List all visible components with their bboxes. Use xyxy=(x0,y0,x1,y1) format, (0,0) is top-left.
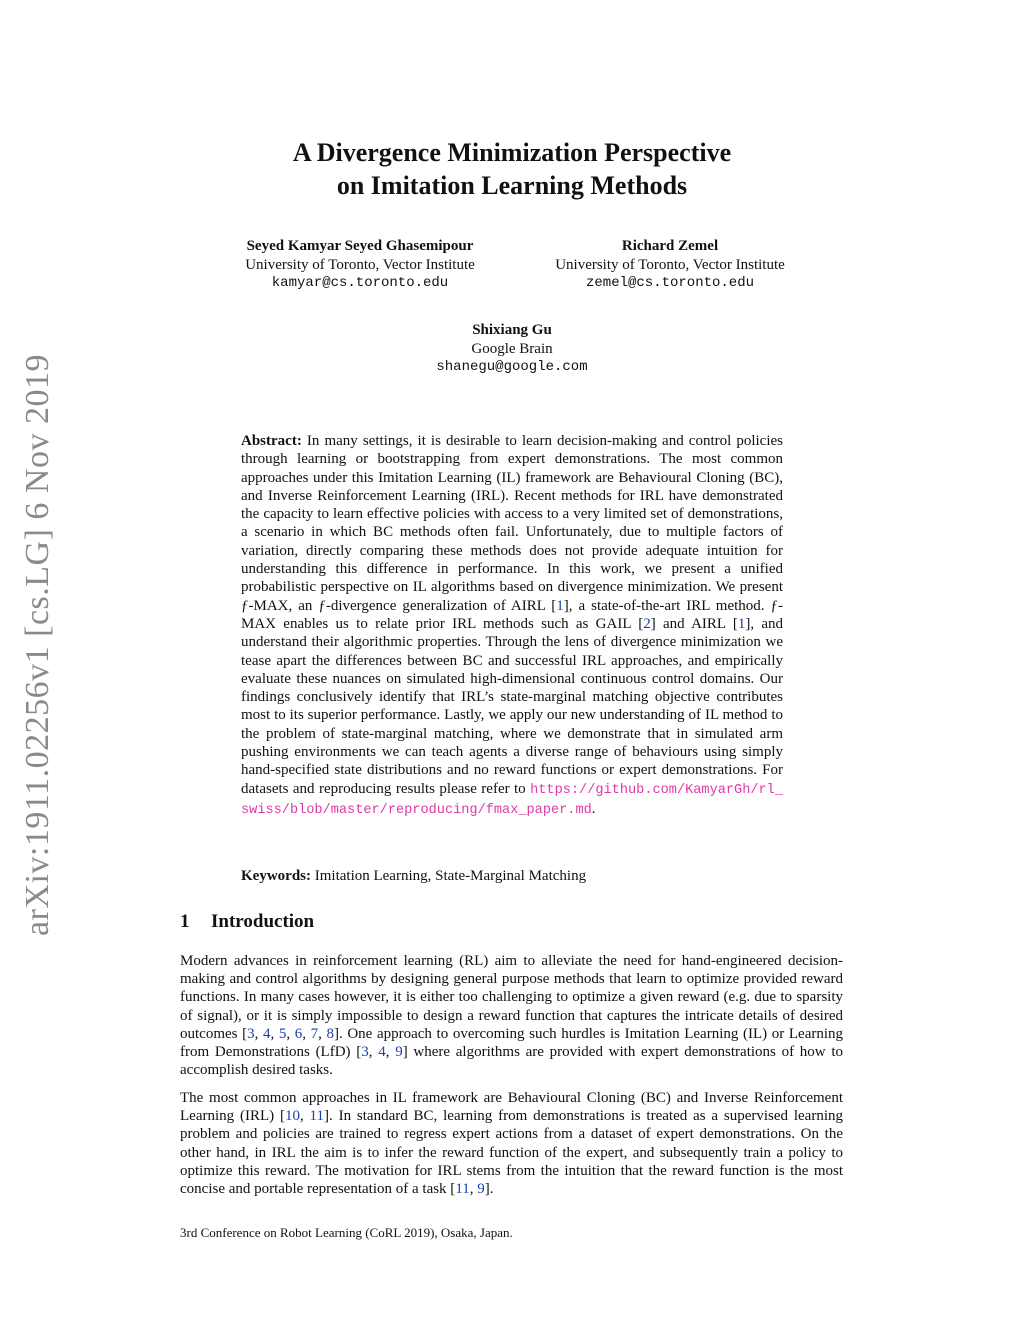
citation-separator: , xyxy=(469,1181,478,1198)
citation-link[interactable]: 9 xyxy=(477,1181,485,1198)
author-name: Shixiang Gu xyxy=(472,322,552,338)
abstract-text: ] and AIRL [ xyxy=(650,615,738,632)
citation-link[interactable]: 10 xyxy=(284,1108,300,1125)
citation-link[interactable]: 3 xyxy=(247,1025,255,1042)
citation-link[interactable]: 5 xyxy=(278,1025,287,1042)
abstract-text: . xyxy=(591,800,596,817)
abstract xyxy=(241,432,783,820)
abstract-text: ], and understand their algorithmic properties. Through the lens of divergence minimization we tease apart the differences between BC and successful IRL approaches, and empirically evaluate these nuances on simulated high-dimensional continuous control domains. Our findings conclusively identify that IRL’s state-marginal matching objective contributes most to its superior performance. Lastly, we apply our new understanding of IL method to the problem of state-marginal matching, where we demonstrate that in simulated arm pushing environments we can teach agents a diverse range of behaviours using simply hand-specified state distributions and no reward functions or expert demonstrations. For datasets and reproducing results please refer to xyxy=(241,615,784,797)
citation-separator: , xyxy=(286,1025,295,1042)
citation-separator: , xyxy=(302,1025,311,1042)
citation-link[interactable]: 1 xyxy=(737,615,746,632)
keywords-label: Keywords: xyxy=(241,868,311,884)
author-affiliation: University of Toronto, Vector Institute xyxy=(245,256,475,273)
citation-link[interactable]: 1 xyxy=(556,597,564,614)
paragraph-text: ]. xyxy=(484,1181,494,1198)
author-affiliation: Google Brain xyxy=(471,340,553,357)
title-line-2: on Imitation Learning Methods xyxy=(336,171,688,200)
author-block-3 xyxy=(400,321,624,377)
citation-link[interactable]: 8 xyxy=(326,1025,334,1042)
citation-link[interactable]: 11 xyxy=(455,1181,470,1198)
citation-link[interactable]: 2 xyxy=(643,615,651,632)
section-title: Introduction xyxy=(211,911,315,932)
abstract-text: ], a state-of-the-art IRL method. ƒ-MAX enables us to relate prior IRL methods such as GAIL [ xyxy=(241,597,783,632)
author-email[interactable]: shanegu@google.com xyxy=(436,359,588,375)
title-line-1: A Divergence Minimization Perspective xyxy=(292,138,732,167)
conference-footnote: 3rd Conference on Robot Learning (CoRL 2019), Osaka, Japan. xyxy=(180,1225,513,1240)
citation-separator: , xyxy=(368,1044,379,1061)
arxiv-sidebar xyxy=(18,355,58,935)
repository-link[interactable]: https://github.com/KamyarGh/rl_swiss/blob/master/reproducing/fmax_paper.md xyxy=(241,782,783,818)
arxiv-identifier: arXiv:1911.02256v1 [cs.LG] 6 Nov 2019 xyxy=(19,354,57,936)
author-affiliation: University of Toronto, Vector Institute xyxy=(555,256,785,273)
citation-separator: , xyxy=(299,1108,310,1125)
citation-separator: , xyxy=(318,1025,327,1042)
paragraph-text: The most common approaches in IL framework are Behavioural Cloning (BC) and Inverse Reinforcement Learning (IRL) [ xyxy=(180,1090,843,1125)
citation-link[interactable]: 3 xyxy=(361,1044,369,1061)
author-block-1 xyxy=(215,237,505,293)
citation-link[interactable]: 11 xyxy=(309,1108,324,1125)
author-email[interactable]: kamyar@cs.toronto.edu xyxy=(271,275,449,291)
citation-link[interactable]: 9 xyxy=(395,1044,403,1061)
author-block-2 xyxy=(530,237,810,293)
keywords-text: Imitation Learning, State-Marginal Matching xyxy=(314,868,587,884)
keywords xyxy=(241,867,783,885)
paragraph-text: Modern advances in reinforcement learning (RL) aim to alleviate the need for hand-engineered decision-making and control algorithms by designing general purpose methods that learn to optimize provided reward functions. In many cases however, it is either too challenging to optimize a given reward (e.g. due to sparsity of signal), or it is simply impossible to design a reward function that captures the intricate details of desired outcomes [ xyxy=(180,953,843,1042)
citation-link[interactable]: 7 xyxy=(310,1025,319,1042)
citation-link[interactable]: 4 xyxy=(378,1044,386,1061)
paper-title xyxy=(180,136,844,202)
intro-paragraph-2 xyxy=(180,1089,843,1198)
paragraph-text: ]. One approach to overcoming such hurdles is Imitation Learning (IL) or Learning from Demonstrations (LfD) [ xyxy=(180,1025,844,1061)
citation-link[interactable]: 4 xyxy=(262,1025,271,1042)
abstract-text: In many settings, it is desirable to learn decision-making and control policies through learning or bootstrapping from expert demonstrations. The most common approaches under this Imitation Learning (IL) framework are Behavioural Cloning (BC), and Inverse Reinforcement Learning (IRL). Recent methods for IRL have demonstrated the capacity to learn effective policies with access to a very limited set of demonstrations, a scenario in which BC methods often fail. Unfortunately, due to multiple factors of variation, directly comparing these methods does not provide adequate intuition for understanding this difference in performance. In this work, we present a unified probabilistic perspective on IL algorithms based on divergence minimization. We present ƒ-MAX, an ƒ-divergence generalization of AIRL [ xyxy=(241,433,784,614)
author-name: Seyed Kamyar Seyed Ghasemipour xyxy=(246,238,474,254)
section-heading xyxy=(180,911,314,933)
paragraph-text: ] where algorithms are provided with expert demonstrations of how to accomplish desired tasks. xyxy=(180,1044,844,1079)
section-number: 1 xyxy=(180,911,190,932)
paragraph-text: ]. In standard BC, learning from demonstrations is treated as a supervised learning problem and policies are trained to regress expert actions from a dataset of expert demonstrations. On the other hand, in IRL the aim is to infer the reward function of the expert, and subsequently train a policy to optimize this reward. The motivation for IRL stems from the intuition that the reward function is the most concise and portable representation of a task [ xyxy=(180,1108,843,1198)
author-name: Richard Zemel xyxy=(621,238,719,254)
abstract-label: Abstract: xyxy=(241,433,302,449)
citation-link[interactable]: 6 xyxy=(294,1025,303,1042)
citation-separator: , xyxy=(270,1025,279,1042)
citation-separator: , xyxy=(254,1025,263,1042)
citation-separator: , xyxy=(385,1044,396,1061)
author-email[interactable]: zemel@cs.toronto.edu xyxy=(585,275,755,291)
intro-paragraph-1 xyxy=(180,952,843,1079)
